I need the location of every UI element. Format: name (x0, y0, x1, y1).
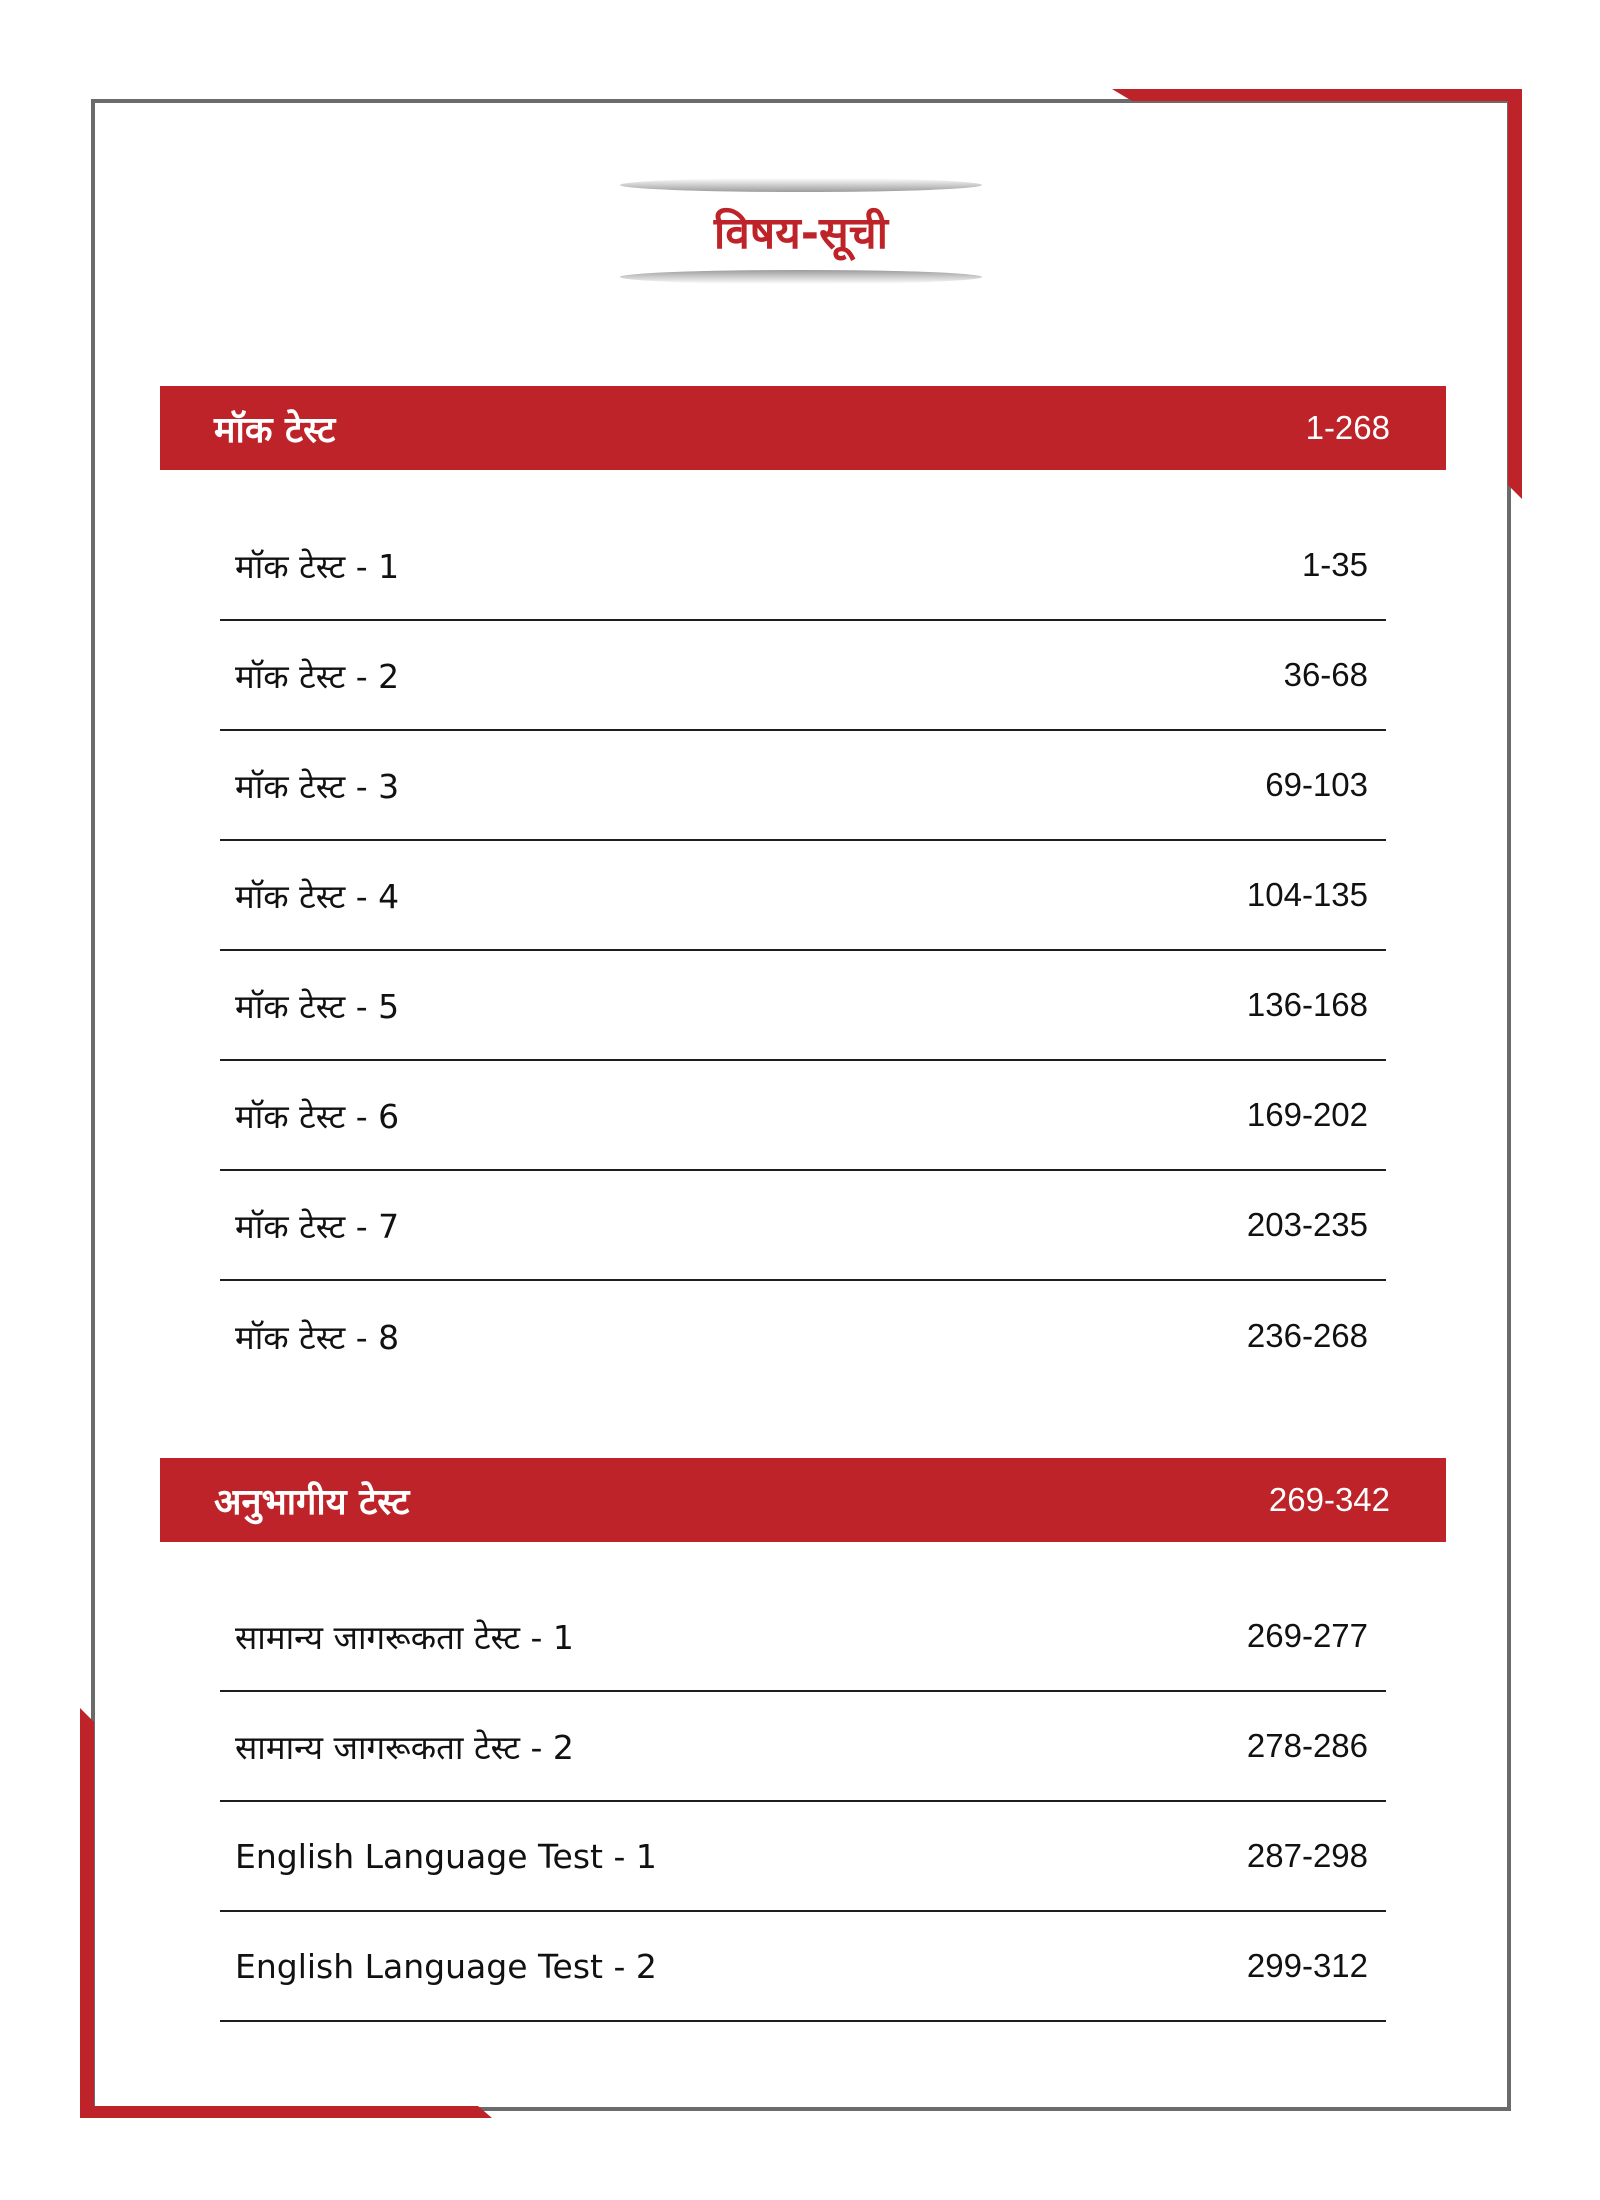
corner-accent-top-horizontal (1112, 89, 1522, 101)
toc-entry-label: मॉक टेस्ट - 1 (235, 546, 400, 586)
toc-entry-pages: 169-202 (1246, 1096, 1368, 1133)
toc-entry-pages: 1-35 (1301, 546, 1368, 583)
section-header-mock-tests (160, 386, 1446, 470)
toc-entry-pages: 278-286 (1246, 1727, 1368, 1764)
toc-entry[interactable] (220, 511, 1386, 621)
toc-entry-pages: 299-312 (1246, 1947, 1368, 1984)
toc-entry-pages: 287-298 (1246, 1837, 1368, 1874)
toc-entry-label: मॉक टेस्ट - 2 (235, 656, 400, 696)
toc-list-sectional-tests (220, 1582, 1386, 2022)
toc-entry[interactable] (220, 731, 1386, 841)
toc-entry-pages: 69-103 (1265, 766, 1368, 803)
toc-entry-label: मॉक टेस्ट - 7 (235, 1206, 400, 1246)
toc-entry-pages: 104-135 (1246, 876, 1368, 913)
toc-entry-label: सामान्य जागरूकता टेस्ट - 2 (235, 1727, 574, 1767)
toc-entry-label: मॉक टेस्ट - 3 (235, 766, 400, 806)
toc-entry[interactable] (220, 1692, 1386, 1802)
toc-entry-pages: 136-168 (1246, 986, 1368, 1023)
corner-accent-top-vertical (1508, 89, 1522, 499)
toc-list-mock-tests (220, 511, 1386, 1391)
toc-entry[interactable] (220, 1912, 1386, 2022)
section-title: मॉक टेस्ट (214, 409, 336, 451)
toc-entry[interactable] (220, 1582, 1386, 1692)
section-page-range: 1-268 (1305, 409, 1390, 446)
toc-entry[interactable] (220, 621, 1386, 731)
toc-entry-pages: 269-277 (1246, 1617, 1368, 1654)
toc-entry[interactable] (220, 1171, 1386, 1281)
toc-entry-pages: 203-235 (1246, 1206, 1368, 1243)
section-header-sectional-tests (160, 1458, 1446, 1542)
toc-entry[interactable] (220, 841, 1386, 951)
toc-entry-label: सामान्य जागरूकता टेस्ट - 1 (235, 1617, 574, 1657)
title-lens-bottom (620, 270, 982, 284)
toc-entry[interactable] (220, 1061, 1386, 1171)
toc-entry-label: मॉक टेस्ट - 6 (235, 1096, 400, 1136)
toc-entry[interactable] (220, 1281, 1386, 1391)
toc-entry[interactable] (220, 951, 1386, 1061)
page-title-badge (620, 178, 982, 284)
page-title: विषय-सूची (713, 208, 889, 259)
title-lens-top (620, 178, 982, 192)
toc-entry[interactable] (220, 1802, 1386, 1912)
toc-entry-label: English Language Test - 1 (235, 1836, 657, 1876)
corner-accent-bottom-horizontal (80, 2106, 492, 2118)
toc-entry-pages: 236-268 (1246, 1317, 1368, 1354)
section-page-range: 269-342 (1268, 1481, 1390, 1518)
toc-entry-label: मॉक टेस्ट - 5 (235, 986, 400, 1026)
toc-entry-label: मॉक टेस्ट - 4 (235, 876, 400, 916)
section-title: अनुभागीय टेस्ट (214, 1481, 410, 1523)
toc-entry-pages: 36-68 (1283, 656, 1368, 693)
corner-accent-bottom-vertical (80, 1708, 94, 2118)
toc-entry-label: मॉक टेस्ट - 8 (235, 1317, 400, 1357)
toc-entry-label: English Language Test - 2 (235, 1946, 657, 1986)
